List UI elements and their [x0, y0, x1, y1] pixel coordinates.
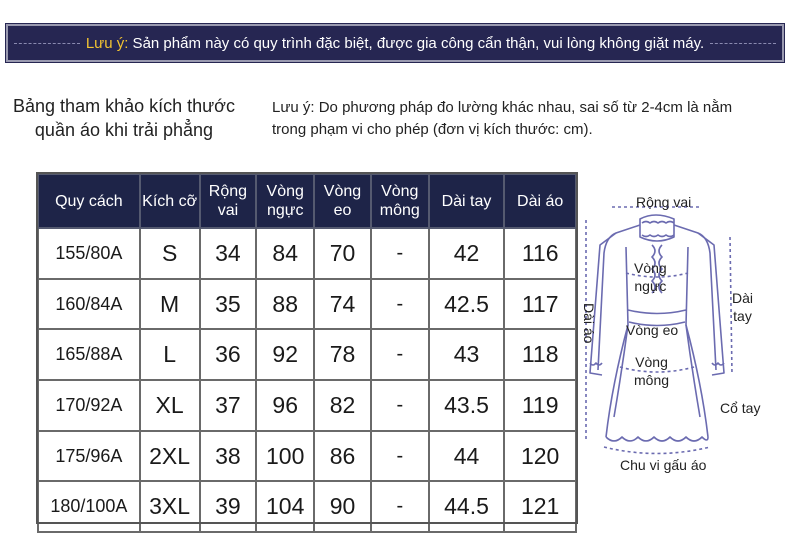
column-header-line: Quy cách	[55, 192, 123, 210]
measure-cell: -	[371, 380, 429, 431]
table-row	[38, 279, 576, 330]
label-chest	[634, 259, 667, 295]
label-sleeve	[732, 289, 753, 325]
spec-cell: 160/84A	[38, 279, 140, 330]
size-cell: XL	[140, 380, 200, 431]
column-header	[256, 174, 314, 228]
label-shoulder: Rộng vai	[636, 194, 692, 210]
banner-message: Sản phẩm này có quy trình đặc biệt, được gia công cẩn thận, vui lòng không giặt máy.	[128, 34, 705, 52]
measure-cell: -	[371, 228, 429, 279]
column-header	[429, 174, 505, 228]
size-cell: M	[140, 279, 200, 330]
measure-cell: 42	[429, 228, 505, 279]
measure-cell: 37	[200, 380, 257, 431]
note-line-2: trong phạm vi cho phép (đơn vị kích thước: cm).	[272, 121, 593, 138]
size-cell: S	[140, 228, 200, 279]
column-header-line: Vòng	[381, 183, 419, 200]
measure-cell: 43	[429, 329, 505, 380]
size-table	[37, 173, 577, 533]
measure-cell: 44.5	[429, 481, 505, 532]
size-cell: L	[140, 329, 200, 380]
column-header-line: Dài áo	[517, 192, 564, 210]
banner-prefix: Lưu ý:	[85, 34, 129, 52]
dress-outline	[582, 185, 787, 485]
measure-cell: 117	[504, 279, 576, 330]
measurement-note	[272, 97, 732, 141]
measure-cell: -	[371, 481, 429, 532]
spec-cell: 180/100A	[38, 481, 140, 532]
measure-cell: 36	[200, 329, 257, 380]
measure-cell: 88	[256, 279, 314, 330]
spec-cell: 170/92A	[38, 380, 140, 431]
title-line-1: Bảng tham khảo kích thước	[13, 96, 235, 116]
table-row	[38, 431, 576, 482]
spec-cell: 175/96A	[38, 431, 140, 482]
measure-cell: 35	[200, 279, 257, 330]
table-row	[38, 228, 576, 279]
measure-cell: -	[371, 279, 429, 330]
label-sleeve-2: tay	[733, 308, 752, 324]
measure-cell: 84	[256, 228, 314, 279]
column-header-line: Vòng	[266, 183, 304, 200]
column-header	[504, 174, 576, 228]
banner-text	[86, 35, 704, 52]
banner-dash-right	[710, 43, 776, 44]
table-row	[38, 329, 576, 380]
table-row	[38, 481, 576, 532]
measure-cell: 100	[256, 431, 314, 482]
measure-cell: 104	[256, 481, 314, 532]
column-header	[200, 174, 257, 228]
label-sleeve-1: Dài	[732, 290, 754, 306]
measure-cell: 121	[504, 481, 576, 532]
measure-cell: 78	[314, 329, 371, 380]
measure-cell: 86	[314, 431, 371, 482]
banner-dash-left	[14, 43, 80, 44]
column-header	[371, 174, 429, 228]
column-header-line: eo	[333, 202, 352, 219]
size-cell: 3XL	[140, 481, 200, 532]
note-line-1: Lưu ý: Do phương pháp đo lường khác nhau, sai số từ 2-4cm là nằm	[272, 99, 733, 116]
column-header-line: Vòng	[323, 183, 362, 200]
table-row	[38, 380, 576, 431]
measure-cell: -	[371, 431, 429, 482]
measure-cell: 119	[504, 380, 576, 431]
measure-cell: 38	[200, 431, 257, 482]
size-chart-title	[8, 94, 240, 142]
label-hip-2: mông	[634, 372, 670, 388]
label-waist: Vòng eo	[626, 322, 679, 338]
measure-cell: 118	[504, 329, 576, 380]
measure-cell: 92	[256, 329, 314, 380]
column-header-line: Rộng	[208, 183, 248, 200]
notice-banner	[6, 24, 784, 62]
spec-cell: 165/88A	[38, 329, 140, 380]
column-header-line: mông	[379, 202, 420, 219]
measure-cell: 39	[200, 481, 257, 532]
column-header-line: Dài tay	[441, 192, 492, 210]
label-chest-2: ngực	[634, 278, 667, 294]
label-hip-1: Vòng	[635, 354, 668, 370]
label-hem: Chu vi gấu áo	[620, 457, 707, 473]
size-cell: 2XL	[140, 431, 200, 482]
measure-cell: 90	[314, 481, 371, 532]
column-header	[314, 174, 371, 228]
label-length: Dài áo	[581, 303, 597, 344]
measure-cell: 42.5	[429, 279, 505, 330]
measure-cell: 74	[314, 279, 371, 330]
column-header-line: ngực	[266, 202, 304, 219]
table-header-row	[38, 174, 576, 228]
label-hip	[634, 353, 669, 389]
measure-cell: 44	[429, 431, 505, 482]
garment-diagram	[582, 185, 787, 490]
measure-cell: -	[371, 329, 429, 380]
column-header	[140, 174, 200, 228]
table-body	[38, 228, 576, 532]
measure-cell: 120	[504, 431, 576, 482]
measure-cell: 116	[504, 228, 576, 279]
measure-cell: 96	[256, 380, 314, 431]
label-chest-1: Vòng	[634, 260, 667, 276]
title-line-2: quần áo khi trải phẳng	[34, 120, 214, 140]
column-header-line: Kích cỡ	[142, 192, 198, 210]
spec-cell: 155/80A	[38, 228, 140, 279]
measure-cell: 34	[200, 228, 257, 279]
measure-cell: 70	[314, 228, 371, 279]
measure-cell: 43.5	[429, 380, 505, 431]
column-header	[38, 174, 140, 228]
label-cuff: Cổ tay	[720, 400, 761, 416]
measure-cell: 82	[314, 380, 371, 431]
column-header-line: vai	[217, 202, 239, 219]
